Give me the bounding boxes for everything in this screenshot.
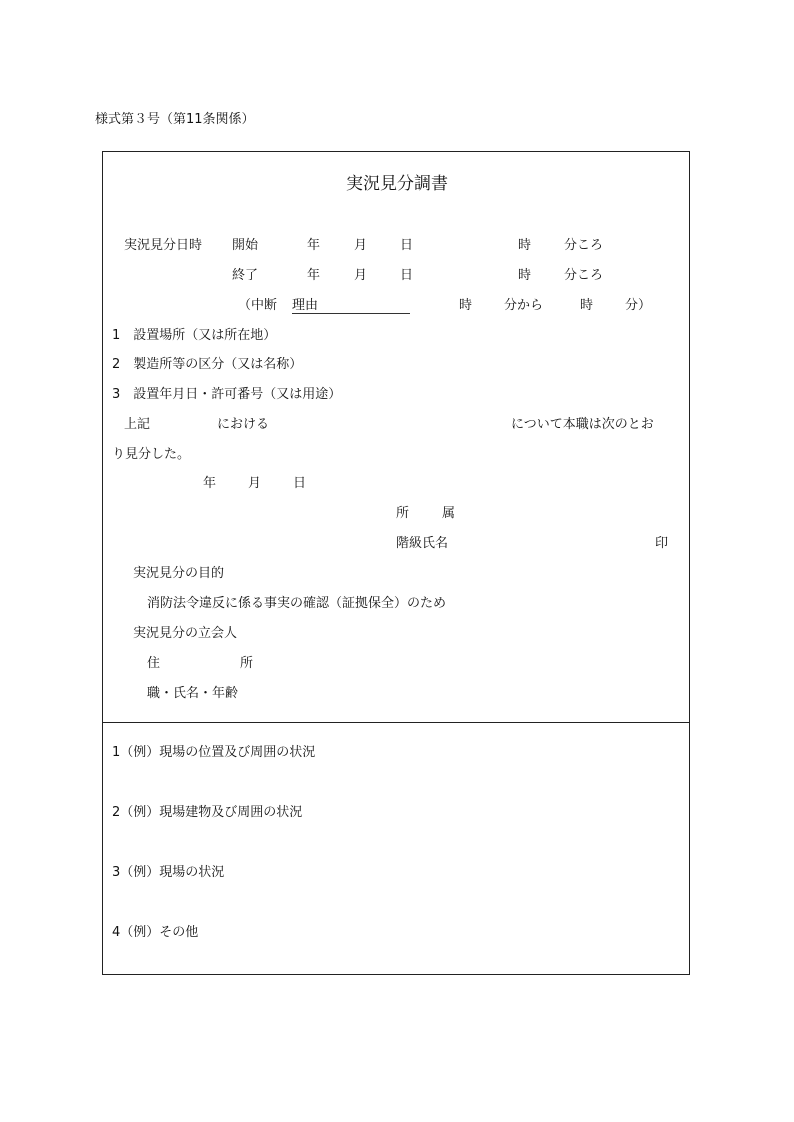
start-year: 年 <box>307 238 321 253</box>
form-divider <box>102 722 690 723</box>
witness-job-name-age: 職・氏名・年齢 <box>147 686 239 701</box>
statement-about: について本職は次のとお <box>511 417 654 432</box>
example-item-2: 2（例）現場建物及び周囲の状況 <box>112 805 303 820</box>
interrupt-label: （中断 <box>238 298 278 313</box>
statement-cont: り見分した。 <box>112 447 191 462</box>
interrupt-min-from: 分から <box>504 298 544 313</box>
statement-at: における <box>217 417 270 432</box>
example-item-1: 1（例）現場の位置及び周囲の状況 <box>112 745 316 760</box>
end-hour: 時 <box>518 268 532 283</box>
example-item-3: 3（例）現場の状況 <box>112 865 225 880</box>
item-location: 1 設置場所（又は所在地） <box>112 328 277 343</box>
witness-address-char-2: 所 <box>240 656 254 671</box>
start-day: 日 <box>400 238 414 253</box>
end-month: 月 <box>354 268 368 283</box>
affiliation-char-1: 所 <box>396 506 410 521</box>
witness-address-char-1: 住 <box>147 656 161 671</box>
interrupt-hour-from: 時 <box>459 298 473 313</box>
example-item-4: 4（例）その他 <box>112 925 199 940</box>
end-day: 日 <box>400 268 414 283</box>
end-label: 終了 <box>232 268 259 283</box>
statement-prefix: 上記 <box>124 417 151 432</box>
date-year: 年 <box>203 476 217 491</box>
item-permit: 3 設置年月日・許可番号（又は用途） <box>112 387 342 402</box>
document-title: 実況見分調書 <box>346 174 448 194</box>
interrupt-reason: 理由 <box>292 299 410 314</box>
end-year: 年 <box>307 268 321 283</box>
datetime-label: 実況見分日時 <box>124 238 203 253</box>
seal-mark: 印 <box>655 536 669 551</box>
date-month: 月 <box>248 476 262 491</box>
affiliation-char-2: 属 <box>442 506 456 521</box>
rank-name-label: 階級氏名 <box>396 536 449 551</box>
purpose-label: 実況見分の目的 <box>133 566 225 581</box>
form-code: 様式第３号（第11条関係） <box>95 112 255 127</box>
purpose-text: 消防法令違反に係る事実の確認（証拠保全）のため <box>147 596 447 611</box>
end-minute: 分ころ <box>564 268 604 283</box>
start-month: 月 <box>354 238 368 253</box>
interrupt-min-to: 分） <box>625 298 652 313</box>
start-minute: 分ころ <box>564 238 604 253</box>
start-hour: 時 <box>518 238 532 253</box>
item-facility-type: 2 製造所等の区分（又は名称） <box>112 357 303 372</box>
date-day: 日 <box>293 476 307 491</box>
interrupt-hour-to: 時 <box>580 298 594 313</box>
witness-label: 実況見分の立会人 <box>133 626 238 641</box>
start-label: 開始 <box>232 238 259 253</box>
